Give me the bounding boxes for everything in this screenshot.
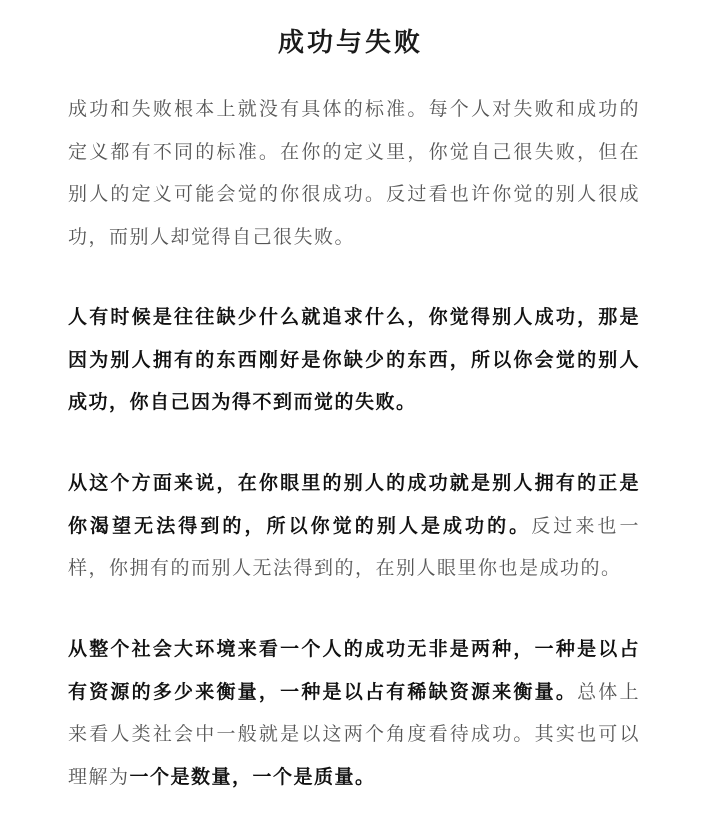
article-title: 成功与失败 [277, 28, 423, 58]
paragraph-4 [68, 628, 640, 798]
paragraph-4-bold-tail: 一个是数量，一个是质量。 [129, 765, 376, 788]
paragraph-3-bold-text: 从这个方面来说，在你眼里的别人的成功就是别人拥有的正是你渴望无法得到的，所以你觉的别人是成功的。 [68, 472, 640, 537]
paragraph-3 [68, 462, 640, 590]
paragraph-2-text: 人有时候是往往缺少什么就追求什么，你觉得别人成功，那是因为别人拥有的东西刚好是你缺少的东西，所以你会觉的别人成功，你自己因为得不到而觉的失败。 [68, 306, 640, 413]
paragraph-4-light-text: 总体上来看人类社会中一般就是以这两个角度看待成功。其实也可以理解为 [68, 680, 640, 788]
paragraph-1 [68, 88, 640, 258]
paragraph-1-text: 成功和失败根本上就没有具体的标准。每个人对失败和成功的定义都有不同的标准。在你的定义里，你觉自己很失败，但在别人的定义可能会觉的你很成功。反过看也许你觉的别人很成功，而别人却觉得自己很失败。 [68, 98, 640, 248]
paragraph-2 [68, 296, 640, 424]
paragraph-3-light-text: 反过来也一样，你拥有的而别人无法得到的，在别人眼里你也是成功的。 [68, 514, 640, 579]
paragraph-4-bold-text: 从整个社会大环境来看一个人的成功无非是两种，一种是以占有资源的多少来衡量，一种是以占有稀缺资源来衡量。 [68, 638, 640, 703]
